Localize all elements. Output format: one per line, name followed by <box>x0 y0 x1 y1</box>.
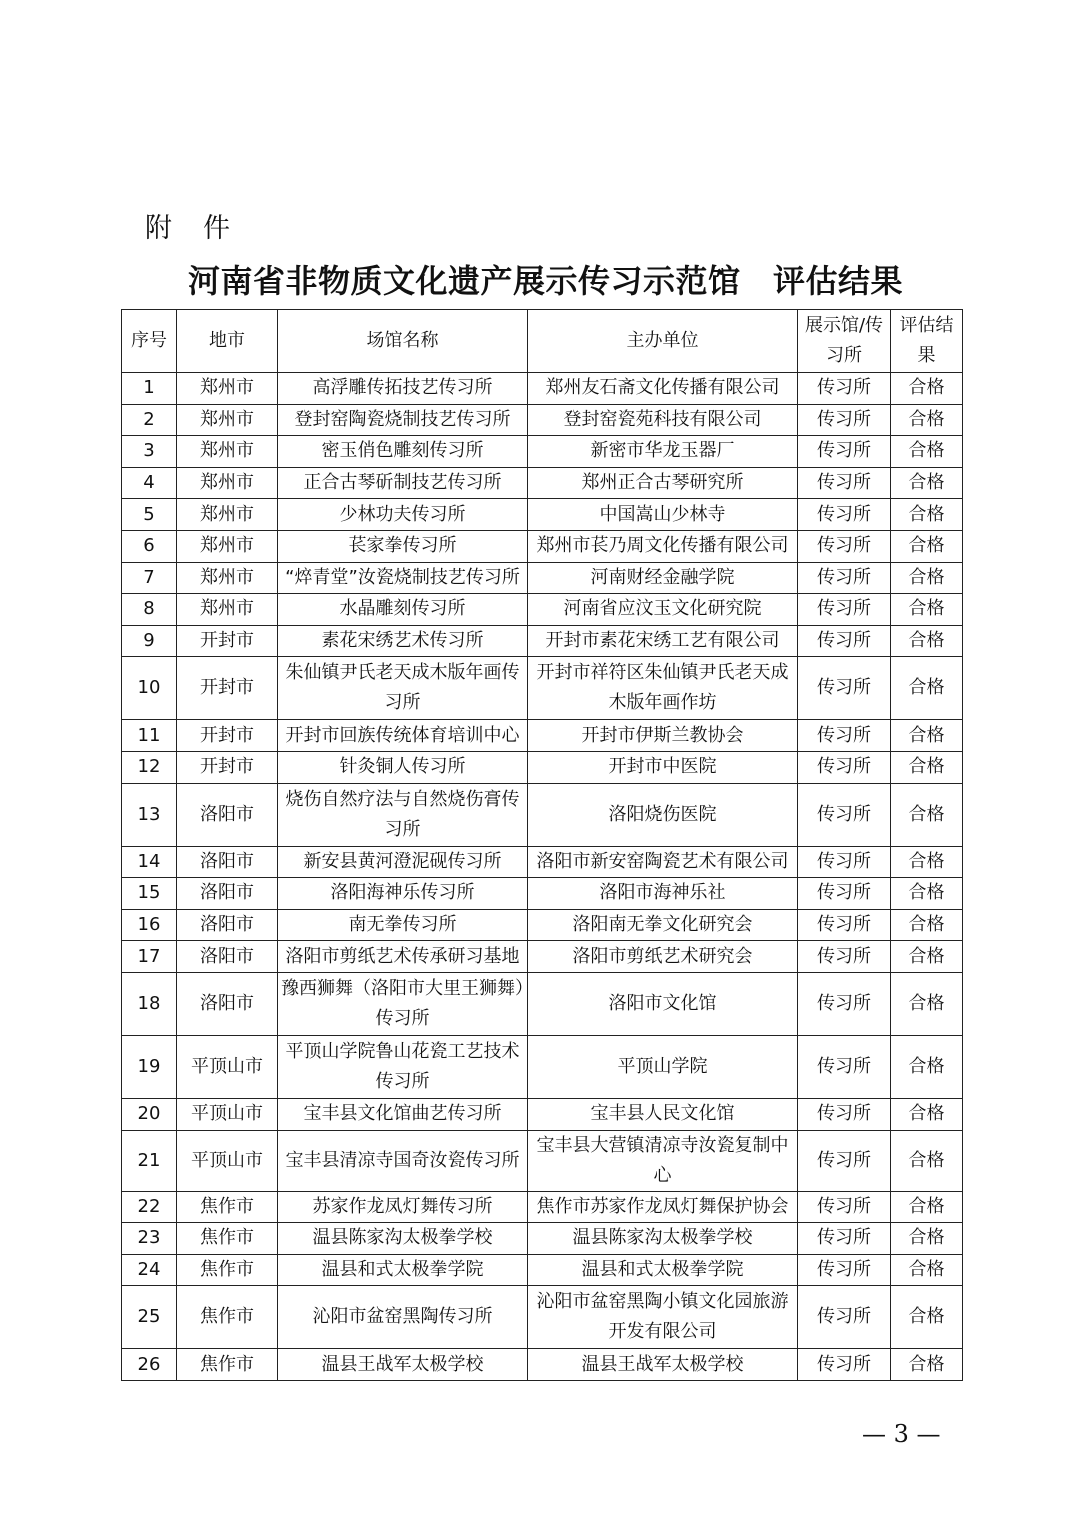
cell-city: 焦作市 <box>177 1349 278 1381</box>
table-row <box>122 751 963 783</box>
cell-city: 开封市 <box>177 625 278 657</box>
cell-host: 洛阳市海神乐社 <box>528 878 798 910</box>
cell-index: 10 <box>122 657 177 720</box>
cell-result: 合格 <box>891 657 963 720</box>
cell-result: 合格 <box>891 909 963 941</box>
cell-city: 郑州市 <box>177 436 278 468</box>
cell-city: 郑州市 <box>177 467 278 499</box>
cell-result: 合格 <box>891 1130 963 1191</box>
header-type: 展示馆/传习所 <box>798 310 891 373</box>
cell-type: 传习所 <box>798 467 891 499</box>
cell-result: 合格 <box>891 846 963 878</box>
cell-city: 洛阳市 <box>177 783 278 846</box>
cell-venue: 南无拳传习所 <box>278 909 528 941</box>
cell-result: 合格 <box>891 941 963 973</box>
cell-venue: 密玉俏色雕刻传习所 <box>278 436 528 468</box>
cell-index: 17 <box>122 941 177 973</box>
table-row <box>122 1098 963 1130</box>
cell-index: 25 <box>122 1286 177 1349</box>
cell-result: 合格 <box>891 1286 963 1349</box>
cell-host: 河南财经金融学院 <box>528 562 798 594</box>
cell-host: 新密市华龙玉器厂 <box>528 436 798 468</box>
header-index: 序号 <box>122 310 177 373</box>
cell-index: 23 <box>122 1223 177 1255</box>
cell-city: 洛阳市 <box>177 878 278 910</box>
cell-index: 7 <box>122 562 177 594</box>
cell-type: 传习所 <box>798 657 891 720</box>
cell-city: 洛阳市 <box>177 941 278 973</box>
cell-index: 3 <box>122 436 177 468</box>
cell-type: 传习所 <box>798 720 891 752</box>
cell-index: 9 <box>122 625 177 657</box>
cell-type: 传习所 <box>798 562 891 594</box>
cell-result: 合格 <box>891 562 963 594</box>
cell-index: 6 <box>122 530 177 562</box>
cell-city: 郑州市 <box>177 499 278 531</box>
cell-result: 合格 <box>891 530 963 562</box>
cell-city: 平顶山市 <box>177 1098 278 1130</box>
cell-host: 洛阳烧伤医院 <box>528 783 798 846</box>
header-result: 评估结果 <box>891 310 963 373</box>
cell-index: 5 <box>122 499 177 531</box>
attachment-label: 附 件 <box>145 213 232 244</box>
table-row <box>122 530 963 562</box>
document-title: 河南省非物质文化遗产展示传习示范馆 评估结果 <box>188 262 904 300</box>
cell-venue: 新安县黄河澄泥砚传习所 <box>278 846 528 878</box>
header-city: 地市 <box>177 310 278 373</box>
cell-index: 11 <box>122 720 177 752</box>
table-row <box>122 657 963 720</box>
cell-result: 合格 <box>891 1191 963 1223</box>
cell-result: 合格 <box>891 404 963 436</box>
table-row <box>122 499 963 531</box>
cell-type: 传习所 <box>798 1035 891 1098</box>
cell-result: 合格 <box>891 1254 963 1286</box>
cell-index: 4 <box>122 467 177 499</box>
cell-index: 15 <box>122 878 177 910</box>
cell-type: 传习所 <box>798 751 891 783</box>
cell-index: 1 <box>122 373 177 405</box>
cell-host: 温县陈家沟太极拳学校 <box>528 1223 798 1255</box>
cell-type: 传习所 <box>798 1098 891 1130</box>
cell-result: 合格 <box>891 783 963 846</box>
cell-city: 焦作市 <box>177 1223 278 1255</box>
cell-index: 13 <box>122 783 177 846</box>
cell-venue: 针灸铜人传习所 <box>278 751 528 783</box>
cell-type: 传习所 <box>798 846 891 878</box>
cell-venue: 正合古琴斫制技艺传习所 <box>278 467 528 499</box>
cell-index: 24 <box>122 1254 177 1286</box>
cell-result: 合格 <box>891 1349 963 1381</box>
table-row <box>122 720 963 752</box>
cell-venue: 洛阳市剪纸艺术传承研习基地 <box>278 941 528 973</box>
cell-venue: 宝丰县清凉寺国奇汝瓷传习所 <box>278 1130 528 1191</box>
cell-venue: 温县陈家沟太极拳学校 <box>278 1223 528 1255</box>
cell-city: 洛阳市 <box>177 972 278 1035</box>
cell-index: 20 <box>122 1098 177 1130</box>
cell-host: 郑州正合古琴研究所 <box>528 467 798 499</box>
table-row <box>122 373 963 405</box>
cell-result: 合格 <box>891 1035 963 1098</box>
cell-type: 传习所 <box>798 1254 891 1286</box>
cell-venue: 平顶山学院鲁山花瓷工艺技术传习所 <box>278 1035 528 1098</box>
cell-host: 洛阳市剪纸艺术研究会 <box>528 941 798 973</box>
cell-result: 合格 <box>891 720 963 752</box>
cell-venue: 沁阳市盆窑黑陶传习所 <box>278 1286 528 1349</box>
cell-type: 传习所 <box>798 972 891 1035</box>
cell-city: 郑州市 <box>177 562 278 594</box>
cell-host: 平顶山学院 <box>528 1035 798 1098</box>
table-row <box>122 878 963 910</box>
cell-index: 8 <box>122 594 177 626</box>
cell-index: 18 <box>122 972 177 1035</box>
cell-type: 传习所 <box>798 909 891 941</box>
cell-city: 洛阳市 <box>177 909 278 941</box>
header-venue: 场馆名称 <box>278 310 528 373</box>
cell-host: 郑州友石斋文化传播有限公司 <box>528 373 798 405</box>
cell-host: 温县王战军太极学校 <box>528 1349 798 1381</box>
table-row <box>122 783 963 846</box>
cell-type: 传习所 <box>798 1286 891 1349</box>
table-row <box>122 625 963 657</box>
cell-result: 合格 <box>891 499 963 531</box>
table-row <box>122 1130 963 1191</box>
cell-type: 传习所 <box>798 594 891 626</box>
cell-type: 传习所 <box>798 941 891 973</box>
cell-result: 合格 <box>891 467 963 499</box>
table-row <box>122 1286 963 1349</box>
cell-venue: 朱仙镇尹氏老天成木版年画传习所 <box>278 657 528 720</box>
cell-type: 传习所 <box>798 530 891 562</box>
cell-venue: 温县王战军太极学校 <box>278 1349 528 1381</box>
cell-city: 平顶山市 <box>177 1130 278 1191</box>
cell-venue: “焠青堂”汝瓷烧制技艺传习所 <box>278 562 528 594</box>
cell-host: 洛阳南无拳文化研究会 <box>528 909 798 941</box>
cell-result: 合格 <box>891 373 963 405</box>
cell-host: 开封市中医院 <box>528 751 798 783</box>
cell-index: 21 <box>122 1130 177 1191</box>
cell-city: 郑州市 <box>177 404 278 436</box>
cell-city: 焦作市 <box>177 1286 278 1349</box>
cell-host: 焦作市苏家作龙凤灯舞保护协会 <box>528 1191 798 1223</box>
cell-host: 洛阳市新安窑陶瓷艺术有限公司 <box>528 846 798 878</box>
table-row <box>122 594 963 626</box>
header-host: 主办单位 <box>528 310 798 373</box>
cell-host: 开封市祥符区朱仙镇尹氏老天成木版年画作坊 <box>528 657 798 720</box>
table-row <box>122 846 963 878</box>
cell-result: 合格 <box>891 1223 963 1255</box>
table-row <box>122 909 963 941</box>
cell-type: 传习所 <box>798 1223 891 1255</box>
cell-venue: 高浮雕传拓技艺传习所 <box>278 373 528 405</box>
cell-venue: 开封市回族传统体育培训中心 <box>278 720 528 752</box>
cell-type: 传习所 <box>798 436 891 468</box>
cell-type: 传习所 <box>798 783 891 846</box>
cell-index: 2 <box>122 404 177 436</box>
cell-host: 郑州市苌乃周文化传播有限公司 <box>528 530 798 562</box>
cell-city: 开封市 <box>177 657 278 720</box>
cell-type: 传习所 <box>798 404 891 436</box>
cell-type: 传习所 <box>798 625 891 657</box>
cell-result: 合格 <box>891 436 963 468</box>
evaluation-results-table <box>121 309 963 1381</box>
cell-city: 开封市 <box>177 751 278 783</box>
cell-result: 合格 <box>891 625 963 657</box>
table-row <box>122 972 963 1035</box>
cell-result: 合格 <box>891 751 963 783</box>
cell-venue: 登封窑陶瓷烧制技艺传习所 <box>278 404 528 436</box>
cell-venue: 豫西狮舞（洛阳市大里王狮舞）传习所 <box>278 972 528 1035</box>
cell-index: 12 <box>122 751 177 783</box>
table-row <box>122 436 963 468</box>
cell-venue: 水晶雕刻传习所 <box>278 594 528 626</box>
table-row <box>122 562 963 594</box>
table-row <box>122 1191 963 1223</box>
cell-venue: 温县和式太极拳学院 <box>278 1254 528 1286</box>
cell-venue: 苏家作龙凤灯舞传习所 <box>278 1191 528 1223</box>
cell-host: 温县和式太极拳学院 <box>528 1254 798 1286</box>
cell-type: 传习所 <box>798 499 891 531</box>
cell-host: 登封窑瓷苑科技有限公司 <box>528 404 798 436</box>
cell-type: 传习所 <box>798 1349 891 1381</box>
table-row <box>122 1035 963 1098</box>
cell-city: 焦作市 <box>177 1191 278 1223</box>
page-number: — 3 — <box>862 1420 941 1448</box>
cell-result: 合格 <box>891 972 963 1035</box>
cell-type: 传习所 <box>798 373 891 405</box>
table-row <box>122 1349 963 1381</box>
table-body <box>122 373 963 1381</box>
cell-city: 开封市 <box>177 720 278 752</box>
cell-venue: 宝丰县文化馆曲艺传习所 <box>278 1098 528 1130</box>
table-row <box>122 404 963 436</box>
cell-host: 中国嵩山少林寺 <box>528 499 798 531</box>
cell-host: 沁阳市盆窑黑陶小镇文化园旅游开发有限公司 <box>528 1286 798 1349</box>
table-row <box>122 941 963 973</box>
cell-city: 郑州市 <box>177 530 278 562</box>
cell-result: 合格 <box>891 594 963 626</box>
cell-venue: 苌家拳传习所 <box>278 530 528 562</box>
table-row <box>122 1254 963 1286</box>
cell-venue: 少林功夫传习所 <box>278 499 528 531</box>
cell-host: 宝丰县人民文化馆 <box>528 1098 798 1130</box>
cell-host: 洛阳市文化馆 <box>528 972 798 1035</box>
cell-index: 19 <box>122 1035 177 1098</box>
cell-type: 传习所 <box>798 1130 891 1191</box>
table-row <box>122 467 963 499</box>
cell-city: 郑州市 <box>177 594 278 626</box>
cell-result: 合格 <box>891 878 963 910</box>
cell-host: 开封市伊斯兰教协会 <box>528 720 798 752</box>
cell-venue: 烧伤自然疗法与自然烧伤膏传习所 <box>278 783 528 846</box>
cell-index: 16 <box>122 909 177 941</box>
cell-city: 平顶山市 <box>177 1035 278 1098</box>
cell-city: 洛阳市 <box>177 846 278 878</box>
cell-index: 22 <box>122 1191 177 1223</box>
cell-venue: 洛阳海神乐传习所 <box>278 878 528 910</box>
cell-city: 郑州市 <box>177 373 278 405</box>
cell-venue: 素花宋绣艺术传习所 <box>278 625 528 657</box>
cell-host: 开封市素花宋绣工艺有限公司 <box>528 625 798 657</box>
cell-index: 14 <box>122 846 177 878</box>
cell-index: 26 <box>122 1349 177 1381</box>
cell-host: 宝丰县大营镇清凉寺汝瓷复制中心 <box>528 1130 798 1191</box>
table-header-row <box>122 310 963 373</box>
cell-type: 传习所 <box>798 878 891 910</box>
cell-city: 焦作市 <box>177 1254 278 1286</box>
cell-type: 传习所 <box>798 1191 891 1223</box>
table-row <box>122 1223 963 1255</box>
cell-host: 河南省应汶玉文化研究院 <box>528 594 798 626</box>
cell-result: 合格 <box>891 1098 963 1130</box>
